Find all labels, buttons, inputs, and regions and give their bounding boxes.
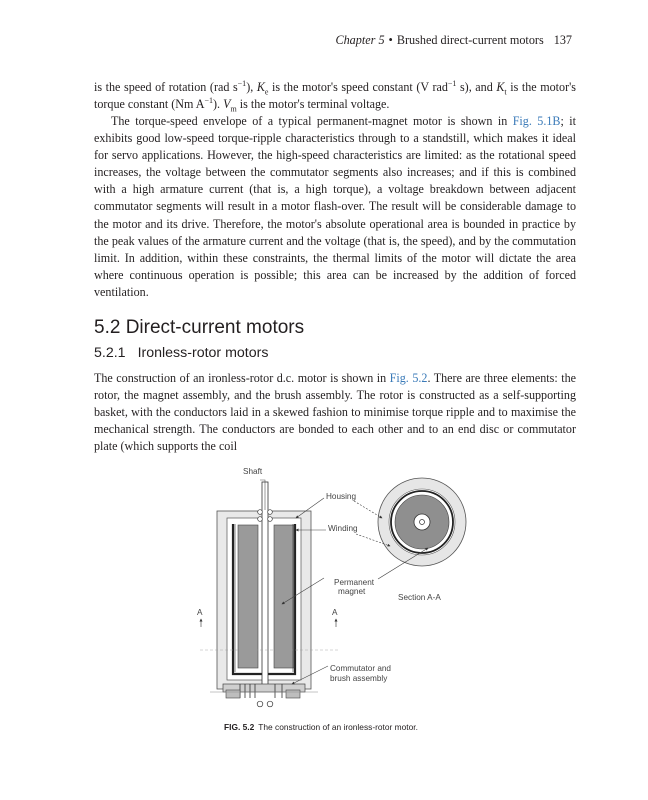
label-section-a-a: Section A-A <box>398 593 441 602</box>
brush-left <box>226 690 240 698</box>
link-fig-5-1b[interactable]: Fig. 5.1B <box>512 114 561 128</box>
label-permanent: Permanent <box>334 578 375 587</box>
paragraph-construction <box>94 370 576 455</box>
symbol-vm: V <box>223 97 231 112</box>
p2-text: The torque-speed envelope of a typical permanent-magnet motor is shown in <box>111 114 513 128</box>
superscript-minus-one: −1 <box>447 78 457 88</box>
label-brush-assembly: brush assembly <box>330 674 388 683</box>
subsection-heading <box>94 345 268 361</box>
superscript-minus-one: −1 <box>237 78 247 88</box>
label-housing: Housing <box>326 492 357 501</box>
p1-text: ). <box>213 97 224 112</box>
label-commutator: Commutator and <box>330 664 391 673</box>
section-heading: 5.2 Direct-current motors <box>94 317 305 338</box>
subsection-title: Ironless-rotor motors <box>137 345 269 361</box>
permanent-magnet-right <box>274 525 294 668</box>
p3-text: The construction of an ironless-rotor d.c. motor is shown in <box>94 371 390 385</box>
page-number: 137 <box>553 33 572 47</box>
permanent-magnet-left <box>238 525 258 668</box>
subscript-m: m <box>230 104 237 114</box>
caption-label: FIG. 5.2 <box>224 722 255 732</box>
running-head-title: Brushed direct-current motors <box>396 33 544 47</box>
subscript-e: e <box>264 87 269 97</box>
symbol-kt: K <box>496 80 505 94</box>
p1-text: s), and <box>456 80 497 94</box>
paragraph-continuation <box>94 79 576 113</box>
label-a-right: A <box>332 608 338 617</box>
label-shaft: Shaft <box>243 467 263 476</box>
running-head <box>335 33 572 48</box>
symbol-ke: K <box>256 80 265 94</box>
subsection-number: 5.2.1 <box>94 345 126 361</box>
shaft <box>262 482 268 691</box>
figure-ironless-rotor-motor <box>190 462 470 722</box>
brush-right <box>286 690 300 698</box>
p1-text: is the motor's terminal voltage. <box>236 97 390 112</box>
paragraph-torque-speed <box>94 113 576 301</box>
label-a-left: A <box>197 608 203 617</box>
figure-caption <box>224 722 418 732</box>
label-magnet: magnet <box>338 587 366 596</box>
running-head-chapter: Chapter 5 <box>335 33 385 47</box>
running-head-bullet: • <box>388 33 393 47</box>
subscript-t: t <box>504 87 507 97</box>
p1-text: is the motor's torque constant (Nm A <box>94 80 576 112</box>
p1-text: is the speed of rotation (rad s <box>94 80 238 94</box>
p2-text: ; it exhibits good low-speed torque-ripple characteristics through to a standstill, which makes it ideal for servo applications. However, the high-speed characteristics are limited: as the rotational speed increases, the voltage between the commutator segments also increases; and if this is combined with a high armature current (that is, a high torque), a voltage breakdown between adjacent commutator segments will result in a motor flash-over. The result will be considerable damage to the motor and its drive. Therefore, the motor's absolute operational area is bounded in practice by the peak values of the armature current and the voltage (that is, the speed), and by the commutation limit. In addition, within these constraints, the thermal limits of the motor will dictate the area where continuous operation is possible; this area can be increased by the addition of forced ventilation. <box>94 114 576 299</box>
link-fig-5-2[interactable]: Fig. 5.2 <box>389 371 428 385</box>
p1-text: is the motor's speed constant (V rad <box>268 80 448 94</box>
label-winding: Winding <box>328 524 358 533</box>
superscript-minus-one: −1 <box>204 96 214 106</box>
p3-text: . There are three elements: the rotor, the magnet assembly, and the brush assembly. The rotor is constructed as a self-supporting basket, with the conductors laid in a skewed fashion to minimise torque ripple and to maximise the mechanical strength. The conductors are bonded to each other and to an end disc or commutator plate (which supports the coil <box>94 371 576 454</box>
p1-text: ), <box>246 80 257 94</box>
caption-text: The construction of an ironless-rotor motor. <box>258 722 418 732</box>
